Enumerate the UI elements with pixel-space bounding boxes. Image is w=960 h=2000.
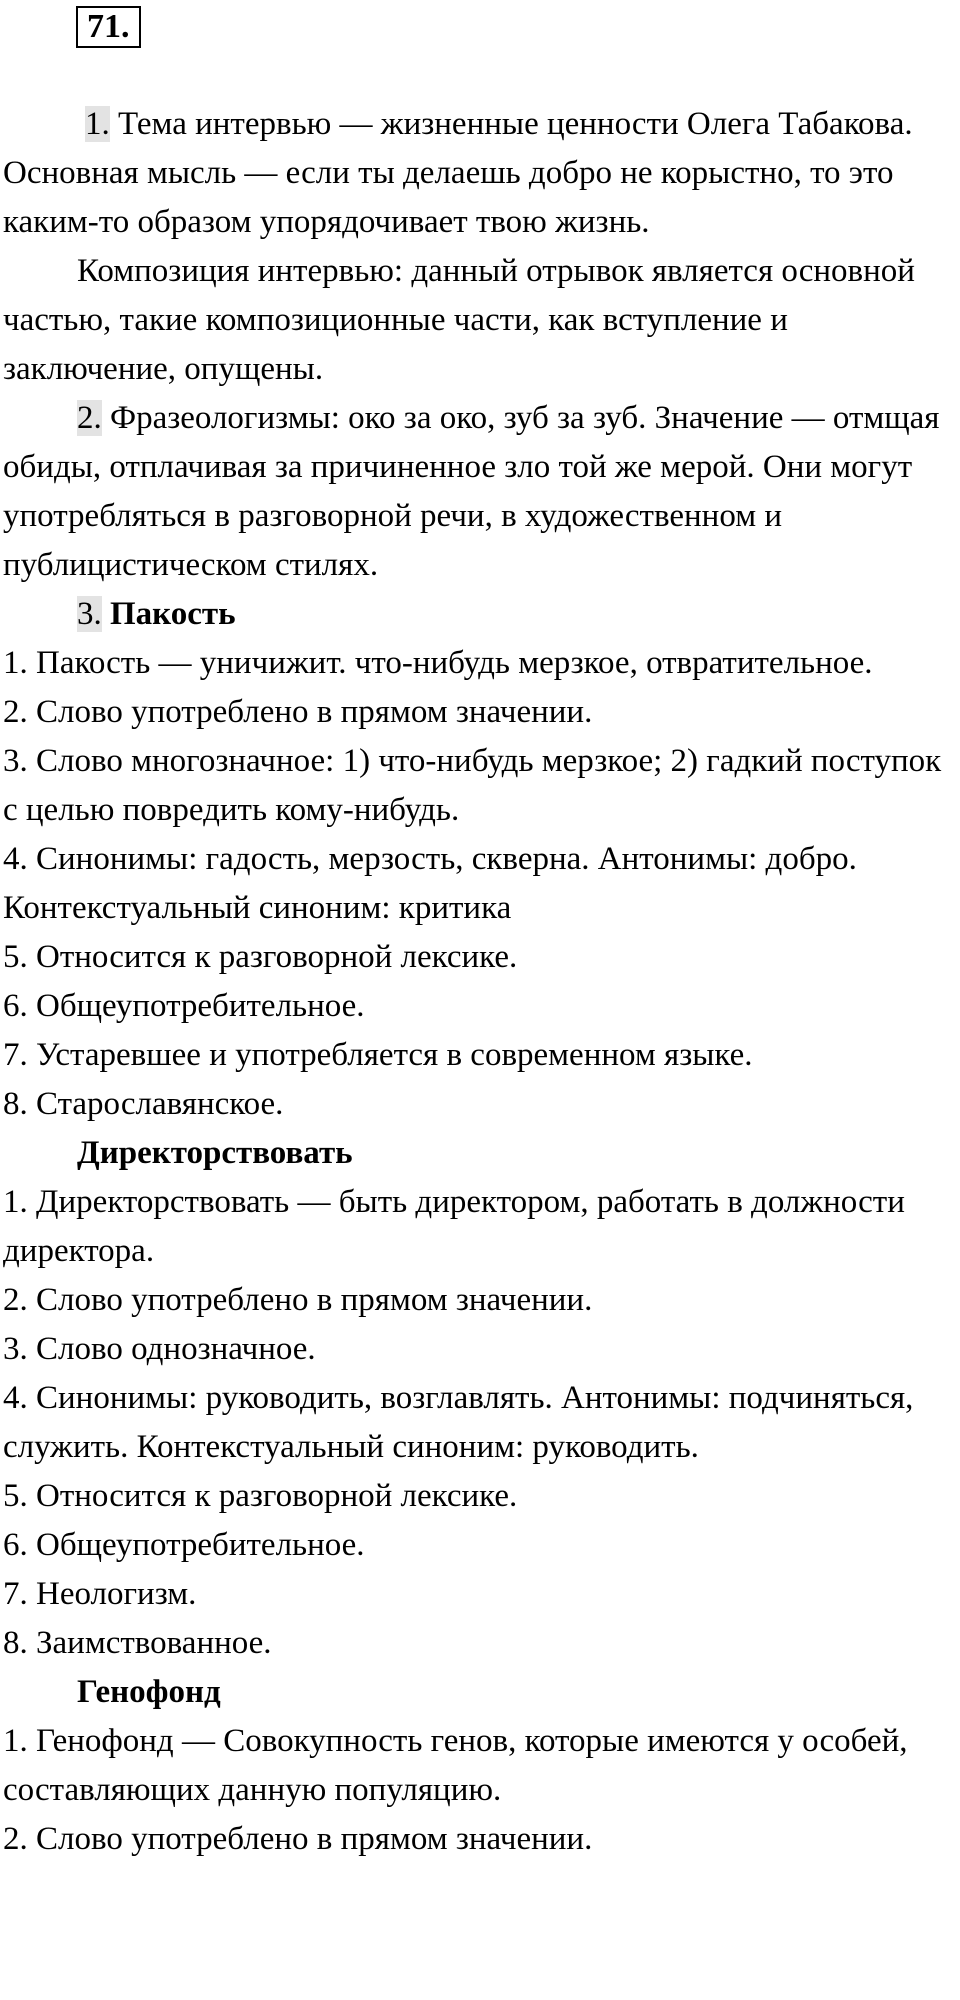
word-heading: Пакость bbox=[110, 596, 236, 632]
section-1-paragraph-1 bbox=[3, 100, 957, 247]
list-item: 3. Слово многозначное: 1) что-нибудь мерзкое; 2) гадкий поступок с целью повредить кому-нибудь. bbox=[3, 743, 942, 828]
list-item: 8. Старославянское. bbox=[3, 1086, 284, 1122]
list-item: 8. Заимствованное. bbox=[3, 1625, 272, 1661]
list-item: 2. Слово употреблено в прямом значении. bbox=[3, 1282, 593, 1318]
section-2-paragraph bbox=[3, 394, 957, 590]
section-1-marker: 1. bbox=[85, 106, 110, 142]
list-item: 7. Неологизм. bbox=[3, 1576, 197, 1612]
word-heading: Директорствовать bbox=[77, 1135, 353, 1171]
section-2-text: Фразеологизмы: око за око, зуб за зуб. Значение — отмщая обиды, отплачивая за причиненное зло той же мерой. Они могут употребляться в разговорной речи, в художественном и публицистическом стилях. bbox=[3, 400, 940, 583]
list-item: 4. Синонимы: гадость, мерзость, скверна. Антонимы: добро. Контекстуальный синоним: критика bbox=[3, 841, 857, 926]
list-item: 2. Слово употреблено в прямом значении. bbox=[3, 694, 593, 730]
task-number-box: 71. bbox=[76, 6, 141, 48]
list-item: 1. Пакость — уничижит. что-нибудь мерзкое, отвратительное. bbox=[3, 645, 873, 681]
list-item: 1. Генофонд — Совокупность генов, которые имеются у особей, составляющих данную популяцию. bbox=[3, 1723, 908, 1808]
section-2-marker: 2. bbox=[77, 400, 102, 436]
list-item: 6. Общеупотребительное. bbox=[3, 988, 365, 1024]
word-heading-row bbox=[3, 590, 957, 639]
list-item: 3. Слово однозначное. bbox=[3, 1331, 316, 1367]
section-1-text-1: Тема интервью — жизненные ценности Олега Табакова. Основная мысль — если ты делаешь добро не корыстно, то это каким-то образом упорядочивает твою жизнь. bbox=[3, 106, 913, 240]
list-item: 7. Устаревшее и употребляется в современном языке. bbox=[3, 1037, 753, 1073]
list-item: 2. Слово употреблено в прямом значении. bbox=[3, 1821, 593, 1857]
list-item: 5. Относится к разговорной лексике. bbox=[3, 1478, 518, 1514]
word-heading: Генофонд bbox=[77, 1674, 221, 1710]
list-item: 4. Синонимы: руководить, возглавлять. Антонимы: подчиняться, служить. Контекстуальный синоним: руководить. bbox=[3, 1380, 914, 1465]
section-3-marker: 3. bbox=[77, 596, 102, 632]
list-item: 1. Директорствовать — быть директором, работать в должности директора. bbox=[3, 1184, 905, 1269]
section-1-paragraph-2: Композиция интервью: данный отрывок является основной частью, такие композиционные части, как вступление и заключение, опущены. bbox=[3, 253, 915, 387]
list-item: 6. Общеупотребительное. bbox=[3, 1527, 365, 1563]
document-body bbox=[3, 100, 957, 1864]
list-item: 5. Относится к разговорной лексике. bbox=[3, 939, 518, 975]
